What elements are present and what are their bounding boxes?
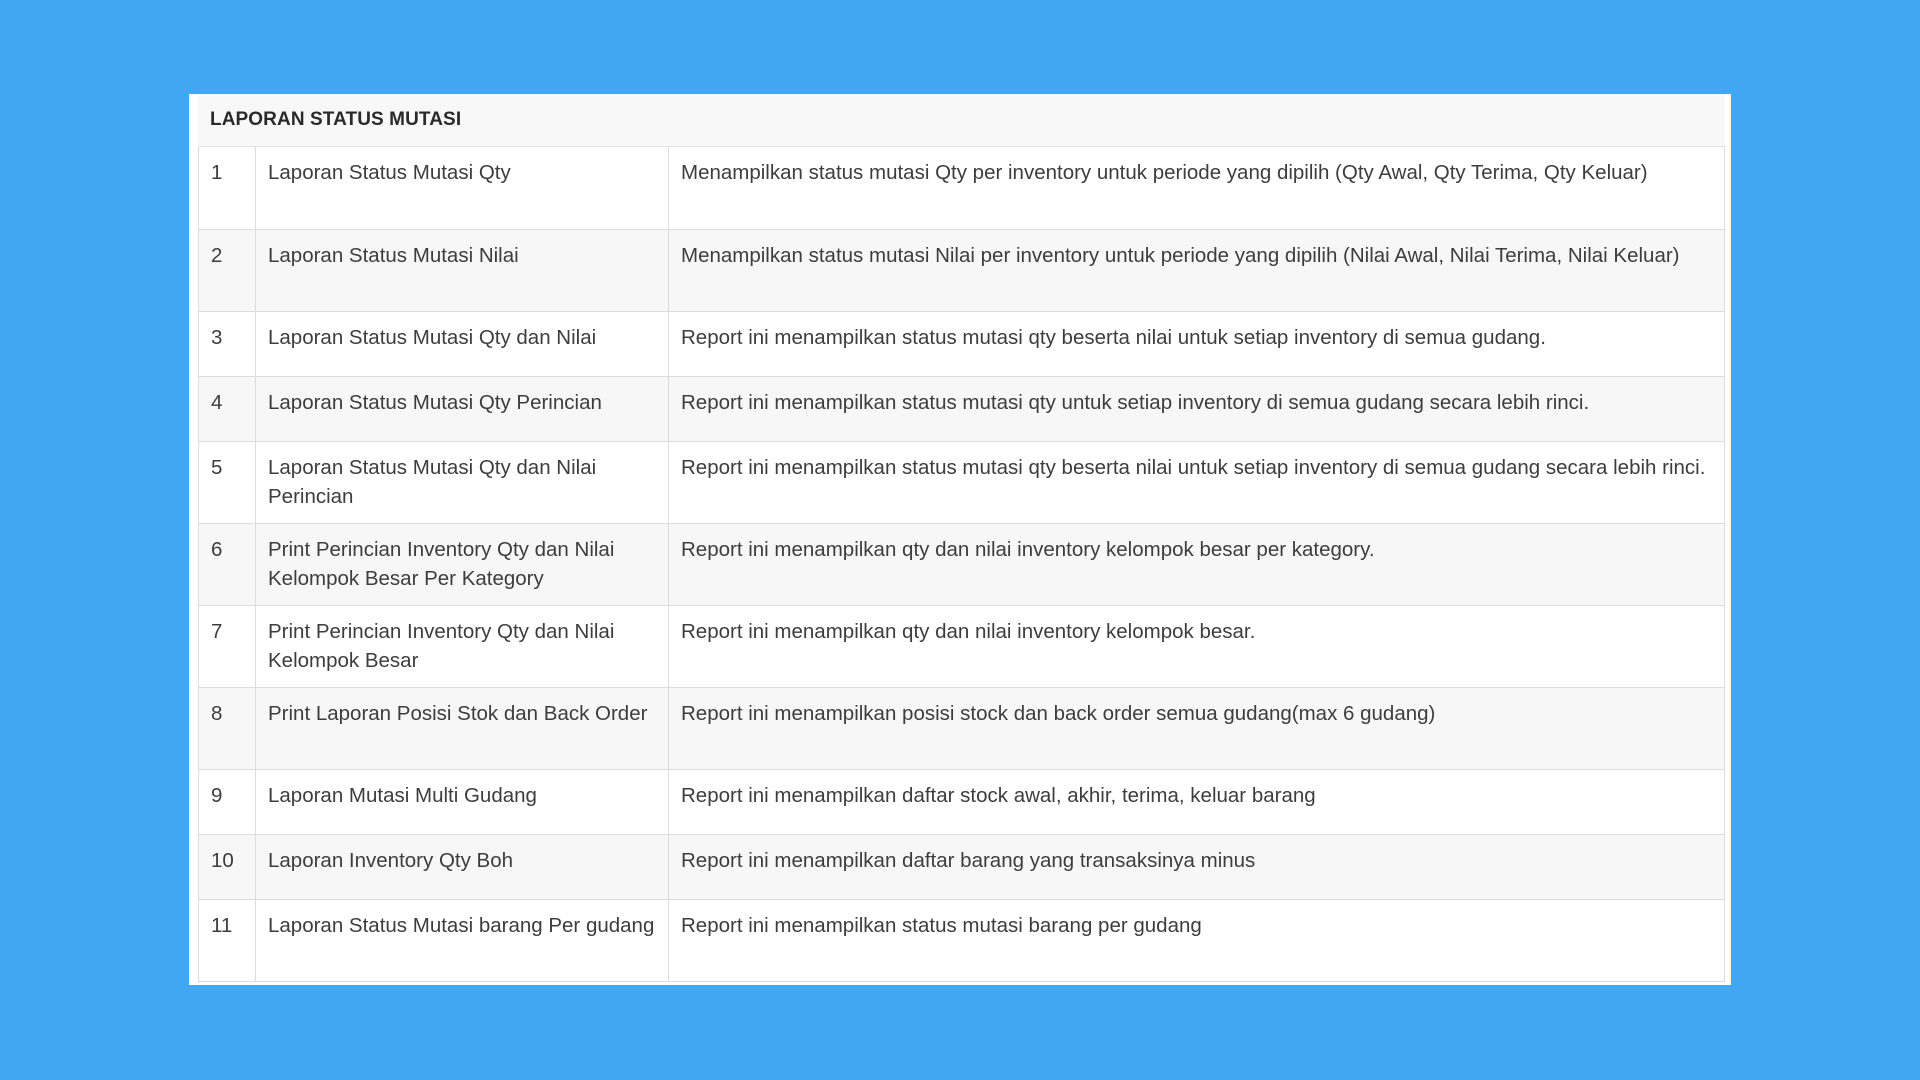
table-title: LAPORAN STATUS MUTASI [210, 109, 462, 130]
report-description: Report ini menampilkan qty dan nilai inventory kelompok besar. [669, 605, 1725, 687]
report-description: Report ini menampilkan posisi stock dan back order semua gudang(max 6 gudang) [669, 687, 1725, 769]
report-description: Report ini menampilkan status mutasi qty beserta nilai untuk setiap inventory di semua gudang. [669, 311, 1725, 376]
report-description: Report ini menampilkan status mutasi barang per gudang [669, 899, 1725, 981]
report-description: Report ini menampilkan status mutasi qty beserta nilai untuk setiap inventory di semua gudang secara lebih rinci. [669, 441, 1725, 523]
row-number: 5 [199, 441, 256, 523]
row-number: 7 [199, 605, 256, 687]
table-row [199, 687, 1725, 769]
report-table-card [189, 94, 1731, 985]
report-name: Laporan Status Mutasi Qty dan Nilai Perincian [256, 441, 669, 523]
report-name: Laporan Status Mutasi Qty dan Nilai [256, 311, 669, 376]
row-number: 1 [199, 147, 256, 229]
table-row [199, 899, 1725, 981]
report-description: Report ini menampilkan daftar stock awal, akhir, terima, keluar barang [669, 769, 1725, 834]
report-table [198, 147, 1725, 982]
table-row [199, 441, 1725, 523]
report-description: Menampilkan status mutasi Nilai per inventory untuk periode yang dipilih (Nilai Awal, Nilai Terima, Nilai Keluar) [669, 229, 1725, 311]
report-description: Menampilkan status mutasi Qty per inventory untuk periode yang dipilih (Qty Awal, Qty Terima, Qty Keluar) [669, 147, 1725, 229]
table-row [199, 376, 1725, 441]
report-description: Report ini menampilkan status mutasi qty untuk setiap inventory di semua gudang secara lebih rinci. [669, 376, 1725, 441]
table-row [199, 523, 1725, 605]
report-name: Laporan Status Mutasi barang Per gudang [256, 899, 669, 981]
row-number: 11 [199, 899, 256, 981]
report-name: Laporan Status Mutasi Qty [256, 147, 669, 229]
report-name: Print Perincian Inventory Qty dan Nilai Kelompok Besar [256, 605, 669, 687]
report-name: Print Perincian Inventory Qty dan Nilai Kelompok Besar Per Kategory [256, 523, 669, 605]
table-row [199, 229, 1725, 311]
report-description: Report ini menampilkan daftar barang yang transaksinya minus [669, 834, 1725, 899]
report-name: Laporan Status Mutasi Nilai [256, 229, 669, 311]
table-row [199, 605, 1725, 687]
row-number: 4 [199, 376, 256, 441]
table-row [199, 769, 1725, 834]
row-number: 2 [199, 229, 256, 311]
report-name: Laporan Status Mutasi Qty Perincian [256, 376, 669, 441]
report-name: Print Laporan Posisi Stok dan Back Order [256, 687, 669, 769]
report-description: Report ini menampilkan qty dan nilai inventory kelompok besar per kategory. [669, 523, 1725, 605]
report-name: Laporan Inventory Qty Boh [256, 834, 669, 899]
table-row [199, 834, 1725, 899]
row-number: 8 [199, 687, 256, 769]
table-row [199, 147, 1725, 229]
report-name: Laporan Mutasi Multi Gudang [256, 769, 669, 834]
row-number: 6 [199, 523, 256, 605]
row-number: 3 [199, 311, 256, 376]
row-number: 9 [199, 769, 256, 834]
table-header [198, 94, 1725, 147]
table-row [199, 311, 1725, 376]
row-number: 10 [199, 834, 256, 899]
